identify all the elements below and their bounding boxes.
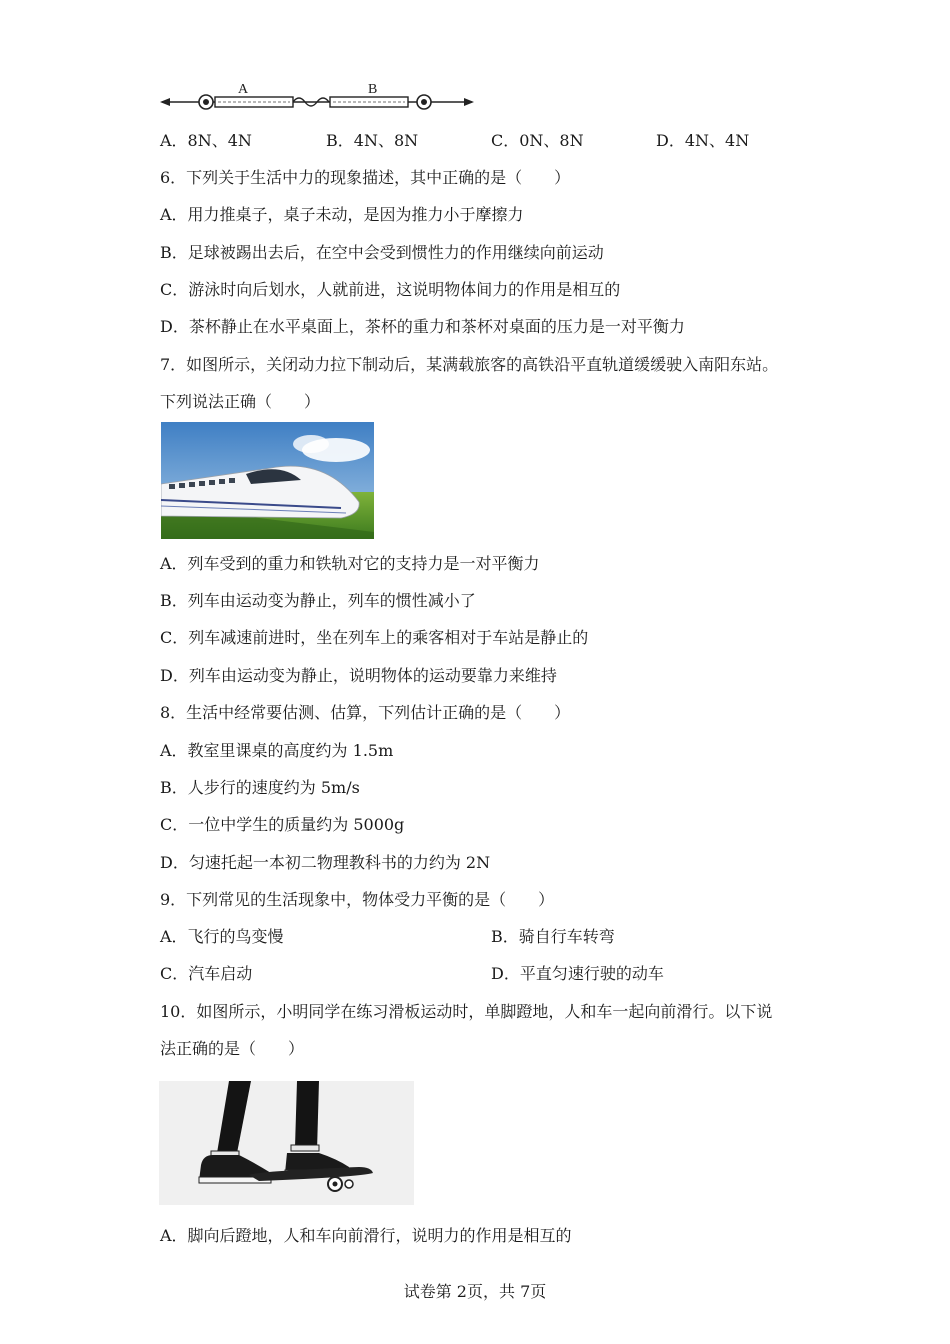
q5-option-b: B．4N、8N	[326, 131, 419, 150]
spring-label-b: B	[368, 82, 378, 97]
q6-option-b: B．足球被踢出去后，在空中会受到惯性力的作用继续向前运动	[160, 243, 604, 262]
q7-option-c: C．列车减速前进时，坐在列车上的乘客相对于车站是静止的	[160, 628, 589, 647]
page-footer: 试卷第 2页，共 7页	[403, 1282, 547, 1301]
q10-option-a: A．脚向后蹬地，人和车向前滑行，说明力的作用是相互的	[160, 1226, 572, 1245]
q7-option-a: A．列车受到的重力和铁轨对它的支持力是一对平衡力	[160, 554, 540, 573]
q6-option-a: A．用力推桌子，桌子未动，是因为推力小于摩擦力	[160, 205, 524, 224]
q9-option-d: D．平直匀速行驶的动车	[491, 964, 664, 983]
q7-stem-line2: 下列说法正确（ ）	[160, 392, 321, 411]
q9-option-b: B．骑自行车转弯	[491, 927, 615, 946]
q6-stem: 6．下列关于生活中力的现象描述，其中正确的是（ ）	[160, 168, 571, 187]
q7-option-d: D．列车由运动变为静止，说明物体的运动要靠力来维持	[160, 666, 557, 685]
q6-option-c: C．游泳时向后划水，人就前进，这说明物体间力的作用是相互的	[160, 280, 621, 299]
q8-stem: 8．生活中经常要估测、估算，下列估计正确的是（ ）	[160, 703, 571, 722]
spring-label-a: A	[238, 82, 249, 97]
q9-option-c: C．汽车启动	[160, 964, 253, 983]
q7-stem-line1: 7．如图所示，关闭动力拉下制动后，某满载旅客的高铁沿平直轨道缓缓驶入南阳东站。	[160, 355, 779, 374]
q10-stem-line2: 法正确的是（ ）	[160, 1039, 305, 1058]
q8-option-a: A．教室里课桌的高度约为 1.5m	[160, 741, 394, 760]
q8-option-c: C．一位中学生的质量约为 5000g	[160, 815, 405, 834]
q5-option-c: C．0N、8N	[491, 131, 584, 150]
q8-option-b: B．人步行的速度约为 5m/s	[160, 778, 360, 797]
q5-option-a: A．8N、4N	[160, 131, 252, 150]
q8-option-d: D．匀速托起一本初二物理教科书的力约为 2N	[160, 853, 491, 872]
spring-balance-figure	[160, 78, 480, 114]
q10-stem-line1: 10．如图所示，小明同学在练习滑板运动时，单脚蹬地，人和车一起向前滑行。以下说	[160, 1002, 773, 1021]
high-speed-train-image	[161, 422, 374, 539]
skateboard-image	[159, 1081, 414, 1205]
q5-option-d: D．4N、4N	[656, 131, 750, 150]
q7-option-b: B．列车由运动变为静止，列车的惯性减小了	[160, 591, 476, 610]
q9-option-a: A．飞行的鸟变慢	[160, 927, 284, 946]
q9-stem: 9．下列常见的生活现象中，物体受力平衡的是（ ）	[160, 890, 555, 909]
q6-option-d: D．茶杯静止在水平桌面上，茶杯的重力和茶杯对桌面的压力是一对平衡力	[160, 317, 685, 336]
